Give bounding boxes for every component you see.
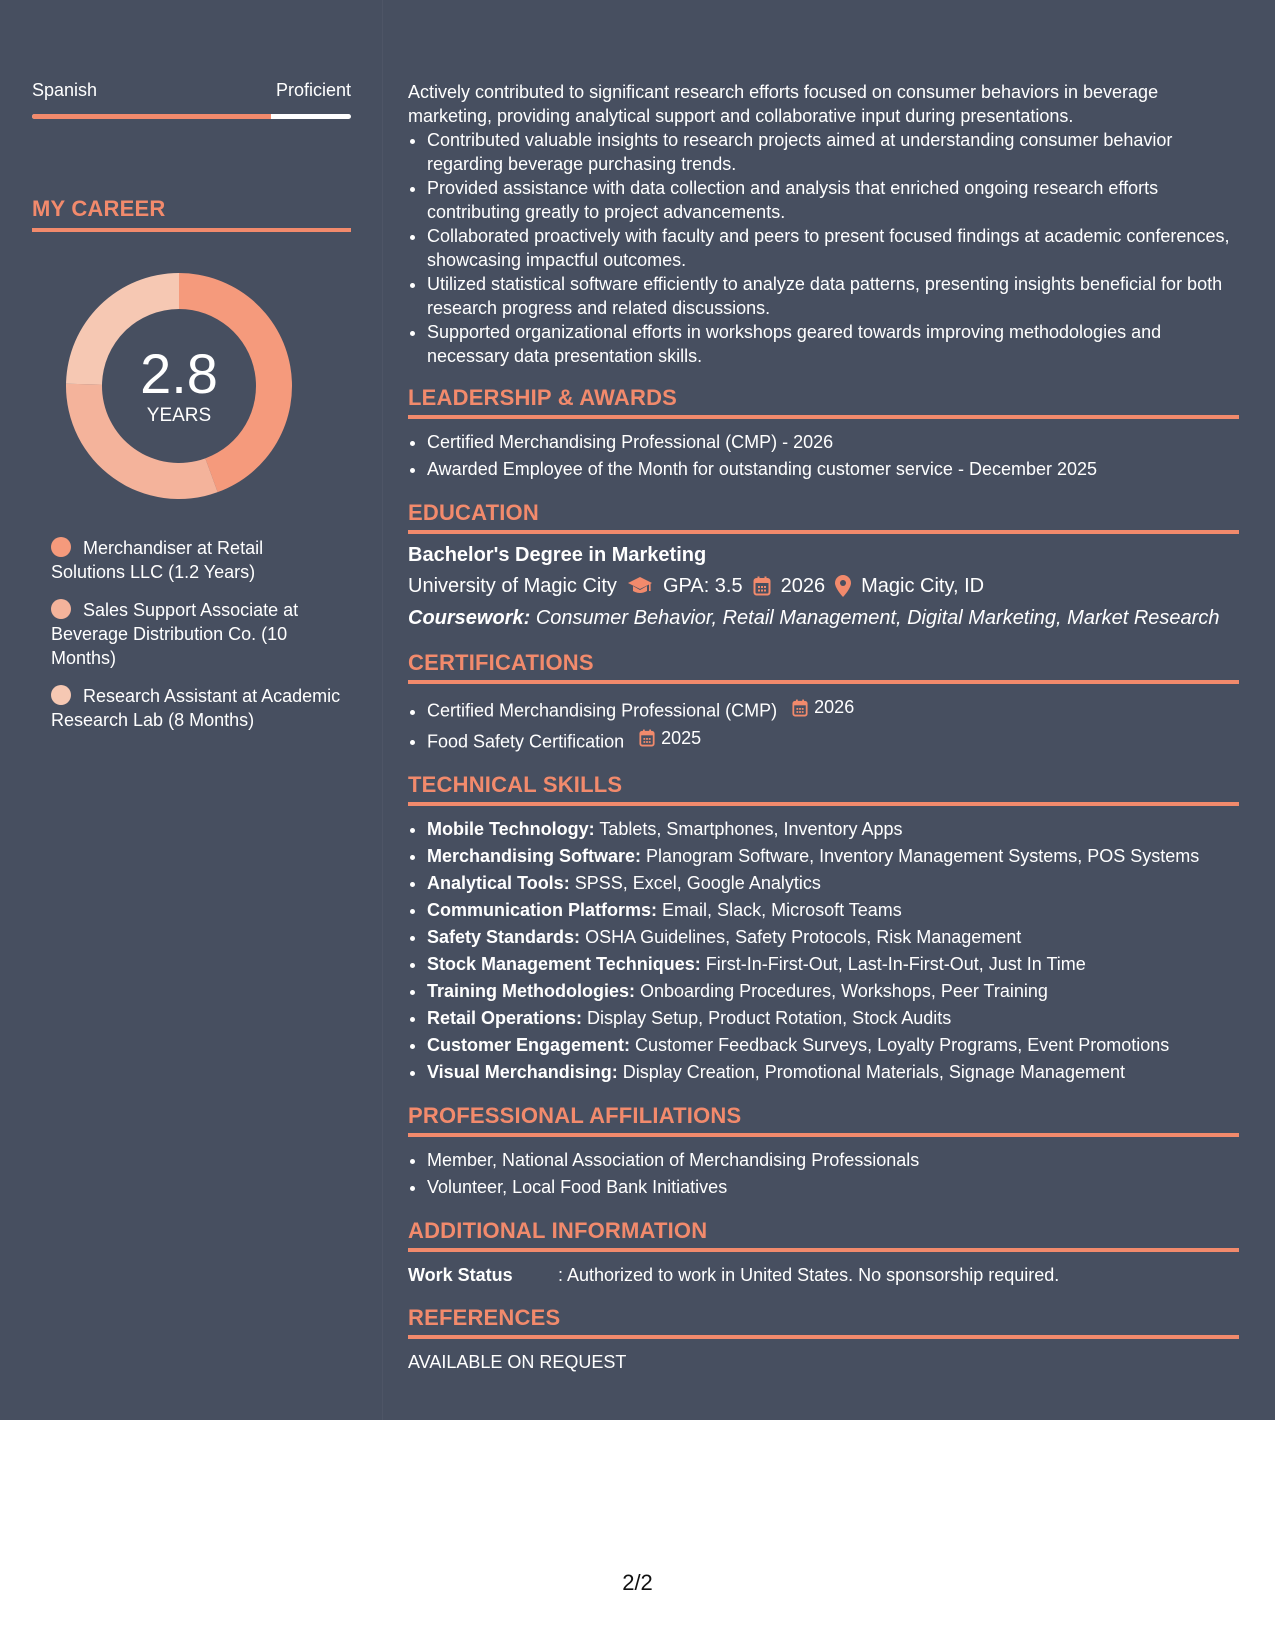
affiliations-heading: PROFESSIONAL AFFILIATIONS — [408, 1103, 1239, 1137]
certifications-list — [408, 694, 1239, 755]
experience-bullet: • Provided assistance with data collection and analysis that enriched ongoing research efforts contributing greatly to project advancements. — [427, 176, 1239, 224]
graduation-cap-icon — [627, 576, 653, 596]
experience-bullet: • Collaborated proactively with faculty and peers to present focused findings at academic conferences, showcasing impactful outcomes. — [427, 224, 1239, 272]
affiliation-item: • Volunteer, Local Food Bank Initiatives — [427, 1174, 1239, 1201]
skill-item — [427, 870, 1239, 897]
education-gpa: GPA: 3.5 — [662, 575, 743, 597]
education-coursework — [408, 603, 1239, 633]
skill-label: Mobile Technology: — [427, 819, 595, 839]
language-level: Proficient — [275, 80, 351, 100]
certifications-heading: CERTIFICATIONS — [408, 650, 1239, 684]
skill-value: Display Creation, Promotional Materials, Signage Management — [622, 1062, 1125, 1082]
work-status-value: : Authorized to work in United States. No sponsorship required. — [558, 1265, 1060, 1285]
certification-name: Certified Merchandising Professional (CMP) — [427, 700, 778, 721]
skill-value: First-In-First-Out, Last-In-First-Out, Just In Time — [705, 954, 1086, 974]
skill-item — [427, 843, 1239, 870]
references-text: AVAILABLE ON REQUEST — [408, 1352, 627, 1372]
skill-value: Display Setup, Product Rotation, Stock Audits — [587, 1008, 952, 1028]
certification-date — [639, 725, 701, 752]
language-name: Spanish — [32, 80, 98, 100]
skill-label: Visual Merchandising: — [427, 1062, 618, 1082]
experience-bullet: • Supported organizational efforts in workshops geared towards improving methodologies and necessary data presentation skills. — [427, 320, 1239, 368]
skill-label: Customer Engagement: — [427, 1035, 631, 1055]
experience-bullet: • Contributed valuable insights to research projects aimed at understanding consumer behavior regarding beverage purchasing trends. — [427, 128, 1239, 176]
leadership-list — [408, 429, 1239, 483]
legend-dot — [51, 599, 71, 619]
language-proficiency-fill — [32, 114, 271, 119]
experience-bullets — [408, 128, 1239, 368]
career-legend — [51, 536, 341, 746]
skill-item — [427, 897, 1239, 924]
education-heading: EDUCATION — [408, 500, 1239, 534]
career-legend-item — [51, 536, 341, 584]
education-degree: Bachelor's Degree in Marketing — [408, 544, 707, 566]
certification-year: 2026 — [814, 697, 855, 717]
skill-item — [427, 816, 1239, 843]
career-total — [66, 273, 292, 499]
leadership-heading: LEADERSHIP & AWARDS — [408, 385, 1239, 419]
leadership-item: • Certified Merchandising Professional (CMP) - 2026 — [427, 429, 1239, 456]
language-proficiency-bar — [32, 114, 351, 119]
skills-heading: TECHNICAL SKILLS — [408, 772, 1239, 806]
calendar-icon — [792, 699, 808, 717]
skill-item — [427, 1005, 1239, 1032]
skill-label: Stock Management Techniques: — [427, 954, 701, 974]
calendar-icon — [753, 576, 771, 596]
career-total-unit: YEARS — [146, 405, 212, 426]
skill-item — [427, 951, 1239, 978]
skill-item — [427, 978, 1239, 1005]
career-total-value: 2.8 — [140, 342, 218, 405]
skill-value: OSHA Guidelines, Safety Protocols, Risk Management — [585, 927, 1022, 947]
skill-item — [427, 1032, 1239, 1059]
career-heading: MY CAREER — [32, 196, 351, 232]
certification-item — [427, 725, 1239, 756]
education-location: Magic City, ID — [861, 575, 985, 597]
work-status-label: Work Status — [408, 1265, 513, 1285]
career-legend-item — [51, 684, 341, 732]
skill-label: Communication Platforms: — [427, 900, 658, 920]
skill-label: Safety Standards: — [427, 927, 581, 947]
certification-year: 2025 — [661, 727, 702, 748]
references-heading: REFERENCES — [408, 1305, 1239, 1339]
skill-label: Analytical Tools: — [427, 873, 570, 893]
skill-label: Retail Operations: — [427, 1008, 583, 1028]
certification-item — [427, 694, 1239, 725]
location-pin-icon — [835, 575, 851, 597]
career-legend-item — [51, 598, 341, 670]
page-number: 2/2 — [622, 1570, 653, 1595]
skill-item — [427, 924, 1239, 951]
column-divider — [382, 0, 383, 1420]
skill-value: Onboarding Procedures, Workshops, Peer Training — [640, 981, 1048, 1001]
language-row — [32, 80, 351, 101]
education-school: University of Magic City — [408, 575, 617, 597]
skill-value: SPSS, Excel, Google Analytics — [574, 873, 821, 893]
affiliation-item: • Member, National Association of Merchandising Professionals — [427, 1147, 1239, 1174]
certification-name: Food Safety Certification — [427, 731, 625, 751]
experience-bullet: • Utilized statistical software efficiently to analyze data patterns, presenting insights beneficial for both research progress and related discussions. — [427, 272, 1239, 320]
skill-value: Tablets, Smartphones, Inventory Apps — [599, 819, 903, 839]
skill-label: Merchandising Software: — [427, 846, 642, 866]
education-details — [408, 571, 1239, 601]
career-job-label: Merchandiser at Retail Solutions LLC (1.2 Years) — [51, 538, 264, 582]
legend-dot — [51, 685, 71, 705]
skill-value: Email, Slack, Microsoft Teams — [662, 900, 902, 920]
affiliations-list — [408, 1147, 1239, 1201]
experience-summary: Actively contributed to significant research efforts focused on consumer behaviors in beverage marketing, providing analytical support and collaborative input during presentations. — [408, 82, 1159, 126]
certification-date — [792, 694, 854, 721]
skill-label: Training Methodologies: — [427, 981, 635, 1001]
career-job-label: Sales Support Associate at Beverage Distribution Co. (10 Months) — [51, 600, 299, 668]
legend-dot — [51, 537, 71, 557]
coursework-label: Coursework: — [408, 607, 531, 629]
skill-value: Customer Feedback Surveys, Loyalty Programs, Event Promotions — [635, 1035, 1170, 1055]
career-job-label: Research Assistant at Academic Research Lab (8 Months) — [51, 686, 341, 730]
work-status-row — [408, 1262, 1239, 1288]
coursework-list: Consumer Behavior, Retail Management, Digital Marketing, Market Research — [535, 607, 1220, 629]
main-column — [408, 80, 1239, 1375]
skills-list — [408, 816, 1239, 1086]
leadership-item: • Awarded Employee of the Month for outstanding customer service - December 2025 — [427, 456, 1239, 483]
calendar-icon — [639, 729, 655, 747]
education-year: 2026 — [780, 575, 826, 597]
skill-item — [427, 1059, 1239, 1086]
skill-value: Planogram Software, Inventory Management Systems, POS Systems — [646, 846, 1200, 866]
additional-info-heading: ADDITIONAL INFORMATION — [408, 1218, 1239, 1252]
